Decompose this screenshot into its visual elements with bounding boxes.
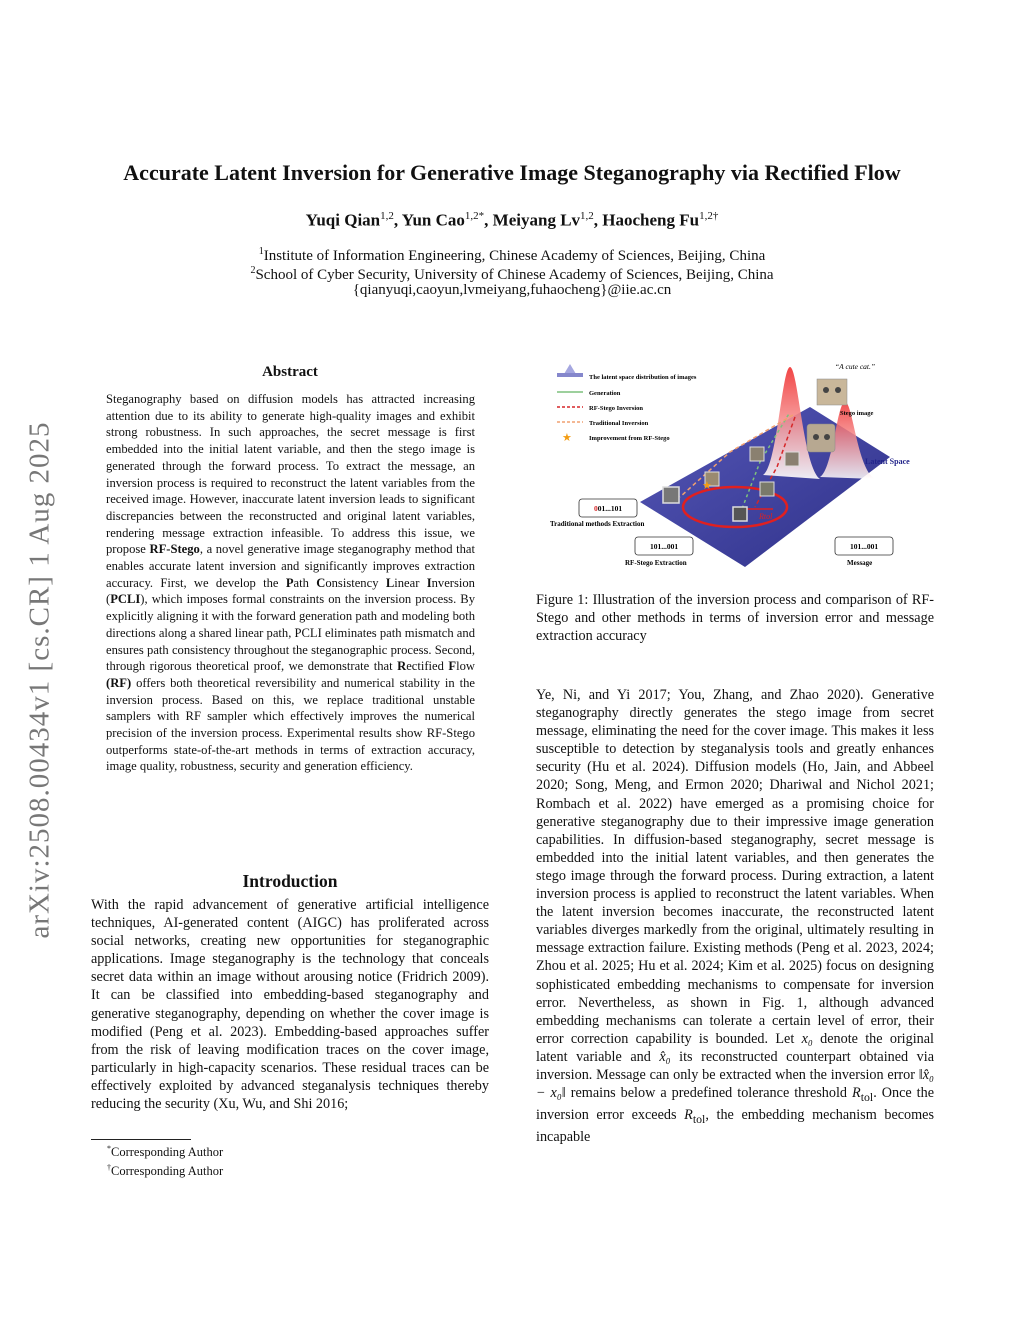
message-label: Message (847, 559, 873, 567)
legend-label: Improvement from RF-Stego (589, 435, 670, 442)
math-xhat0: x̂₀ (659, 1048, 671, 1065)
math-rtol: R (684, 1106, 693, 1123)
body-text: its reconstructed counterpart obtained via inversion. Message can only be extracted when the inversion error (536, 1048, 935, 1083)
abstract-text: ( (106, 592, 111, 607)
rf-stego-extraction-bits: 101...001 (649, 542, 679, 551)
introduction-body: With the rapid advancement of generative artificial intelligence techniques, AI-generated content (AIGC) has proliferated across social networks, creating new opportunities for steganographic applications. Image steganography is the technology that conceals secret data within an image without arousing notice (Fridrich 2009). It can be classified into embedding-based steganography and generative steganography, depending on whether the cover image is modified (Peng et al. 2023). Embedding-based approaches suffer from the risk of leaving modification traces on the cover image, particularly in high-capacity scenarios. These residual traces can be effectively exploited by advanced steganalysis techniques thereby reducing the security (Xu, Wu, and Shi 2016; (91, 897, 489, 1113)
affiliation-1-text: Institute of Information Engineering, Chinese Academy of Sciences, Beijing, China (263, 248, 766, 264)
author-name: Meiyang Lv (492, 210, 581, 230)
author-name: Yuqi Qian (305, 210, 381, 230)
right-column-body (536, 686, 934, 1146)
abstract-text: Steganography based on diffusion models has attracted increasing attention due to its ability to generate high-quality images and exhibit strong robustness. In such approaches, the secret message is first embedded into the initial latent variable, and then the stego image is generated through the forward process. To extract the message, an inversion process is required to reconstruct the latent variables from the received image. However, inaccurate latent inversion leads to significant discrepancies between the reconstructed and original latent variables, rendering message extraction infeasible. To address this issue, we propose (106, 392, 475, 557)
arxiv-stamp (14, 380, 66, 980)
author-affiliation-marker: 1,2* (464, 210, 485, 222)
acronym: (RF) (106, 675, 132, 690)
legend-label: Generation (589, 390, 621, 397)
author-affiliation-marker: 1,2 (380, 210, 394, 222)
cover-cat-thumb (807, 424, 835, 452)
traditional-extraction-label: Traditional methods Extraction (550, 520, 645, 528)
author-emails: {qianyuqi,caoyun,lvmeiyang,fuhaocheng}@iie.ac.cn (352, 282, 672, 298)
rf-stego-extraction-label: RF-Stego Extraction (625, 559, 687, 567)
author-separator: , (593, 210, 603, 230)
math-inversion-error: ‖x̂₀ − x₀‖ (536, 1066, 934, 1102)
acronym: PCLI (110, 592, 141, 607)
method-name: RF-Stego (149, 542, 200, 557)
latent-image-thumb (750, 447, 764, 461)
footnote-marker: † (107, 1163, 111, 1172)
footnote-text: Corresponding Author (111, 1164, 224, 1179)
acronym-letter: P (285, 575, 294, 590)
cat-eye (823, 387, 829, 393)
body-text: Ye, Ni, and Yi 2017; You, Zhang, and Zhao 2020). Generative steganography directly generates the stego image from secret message, eliminating the need for the cover image. This makes it less susceptible to detection by steganalysis tools and greatly enhances security (Hu et al. 2024). Diffusion models (Ho, Jain, and Abbeel 2020; Song, Meng, and Ermon 2020; Dhariwal and Nichol 2021; Rombach et al. 2022) have emerged as a promising choice for generative steganography due to their impressive image generation capabilities. In diffusion-based steganography, secret message is embedded into the initial latent variables, and then generates the stego image through the forward process. During extraction, a latent inversion process is applied to reconstruct the latent variables. When the latent inversion becomes inaccurate, the reconstructed latent variables diverges markedly from the original, ultimately resulting in message extraction failure. Existing methods (Peng et al. 2023, 2024; Zhou et al. 2025; Hu et al. 2024; Kim et al. 2025) focus on designing sophisticated embedding mechanisms to compensate for inversion error. Nevertheless, as shown in Fig. 1, although advanced embedding mechanisms can tolerate a certain level of error, their error correction capability is bounded. Let (536, 687, 934, 1047)
affiliation-2-marker: 2 (250, 265, 256, 276)
footnote-rule (91, 1139, 191, 1140)
legend-distribution-icon (564, 364, 576, 374)
message-bits: 101...001 (849, 542, 879, 551)
abstract-text: nversion (431, 575, 475, 590)
abstract-text: , a novel generative image steganography method that enables accurate latent inversion and significantly improves extraction accuracy. First, we develop the (106, 542, 475, 590)
abstract-text: low (456, 659, 475, 674)
paper-title: Accurate Latent Inversion for Generative Image Steganography via Rectified Flow (123, 160, 901, 185)
acronym-letter: L (385, 575, 395, 590)
figure-1-diagram (545, 357, 935, 572)
footnote-marker: * (107, 1144, 111, 1153)
author-affiliation-marker: 1,2† (699, 210, 719, 222)
traditional-extraction-bits: 001...101 (593, 504, 623, 513)
latent-image-thumb (733, 507, 747, 521)
legend-star-icon: ★ (562, 432, 572, 444)
star-icon: ★ (702, 480, 712, 492)
abstract-text: inear (394, 575, 427, 590)
abstract-text: ) (140, 592, 145, 607)
latent-space-label: Latent Space (865, 457, 910, 466)
acronym-letter: C (316, 575, 326, 590)
author-affiliation-marker: 1,2 (580, 210, 594, 222)
author-list (0, 210, 1024, 231)
author-separator: , (393, 210, 402, 230)
rtol-label: Rtol (759, 512, 773, 521)
cat-eye (813, 434, 819, 440)
latent-image-thumb (760, 482, 774, 496)
body-text: denote the original latent variable and (536, 1030, 934, 1065)
prompt-text: “A cute cat.” (835, 362, 876, 371)
abstract-text: offers both theoretical reversibility and numerical stability in the inversion process. Based on this, we replace traditional unstable samplers with RF sampler which effectively improves the numerical precision of the inversion process. Experimental results show RF-Stego outperforms state-of-the-art methods in terms of extraction accuracy, image quality, robustness, security and generation efficiency. (106, 675, 475, 774)
abstract-heading: Abstract (262, 364, 318, 380)
body-text: . Once the inversion error exceeds (536, 1085, 934, 1123)
footnote-1 (107, 1144, 223, 1160)
figure-1-caption: Figure 1: Illustration of the inversion process and comparison of RF-Stego and other methods in terms of inversion error and message extraction accuracy (536, 592, 934, 645)
footnote-2 (107, 1163, 223, 1179)
author-separator: , (484, 210, 493, 230)
author-name: Haocheng Fu (602, 210, 700, 230)
cat-eye (824, 434, 830, 440)
latent-image-thumb (663, 487, 679, 503)
math-rtol-sub: tol (860, 1089, 874, 1104)
abstract-text: onsistency (325, 575, 386, 590)
math-x0: x₀ (801, 1030, 813, 1047)
legend-label: Traditional Inversion (589, 420, 649, 427)
affiliation-2-text: School of Cyber Security, University of Chinese Academy of Sciences, Beijing, China (255, 267, 774, 283)
math-rtol-sub: tol (692, 1111, 706, 1126)
acronym-letter: I (426, 575, 432, 590)
body-text: , the embedding mechanism becomes incapable (536, 1106, 935, 1145)
legend-label: The latent space distribution of images (589, 374, 697, 381)
math-rtol: R (852, 1085, 861, 1102)
stego-image-label: Stego image (840, 410, 874, 417)
acronym-letter: F (448, 659, 457, 674)
arxiv-stamp-text: arXiv:2508.00434v1 [cs.CR] 1 Aug 2025 (23, 421, 56, 939)
abstract-body (106, 391, 475, 775)
stego-image-thumb (817, 379, 847, 405)
acronym-letter: R (397, 659, 407, 674)
abstract-text: ath (293, 575, 317, 590)
abstract-text: , which imposes formal constraints on the inversion process. By explicitly aligning it with the forward generation path and modeling both directions along a shared linear path, PCLI eliminates path mismatch and ensures path consistency throughout the steganographic process. Second, through rigorous theoretical proof, we demonstrate that (106, 592, 475, 674)
abstract-text: ectified (406, 659, 449, 674)
footnote-text: Corresponding Author (111, 1145, 224, 1160)
body-text: remains below a predefined tolerance threshold (565, 1085, 853, 1102)
legend-label: RF-Stego Inversion (589, 405, 643, 412)
legend-distribution-base (557, 373, 583, 377)
figure-1 (545, 357, 935, 572)
author-name: Yun Cao (401, 210, 465, 230)
introduction-heading: Introduction (242, 871, 338, 891)
affiliation-1-marker: 1 (258, 246, 264, 257)
latent-image-thumb (785, 452, 799, 466)
cat-eye (835, 387, 841, 393)
